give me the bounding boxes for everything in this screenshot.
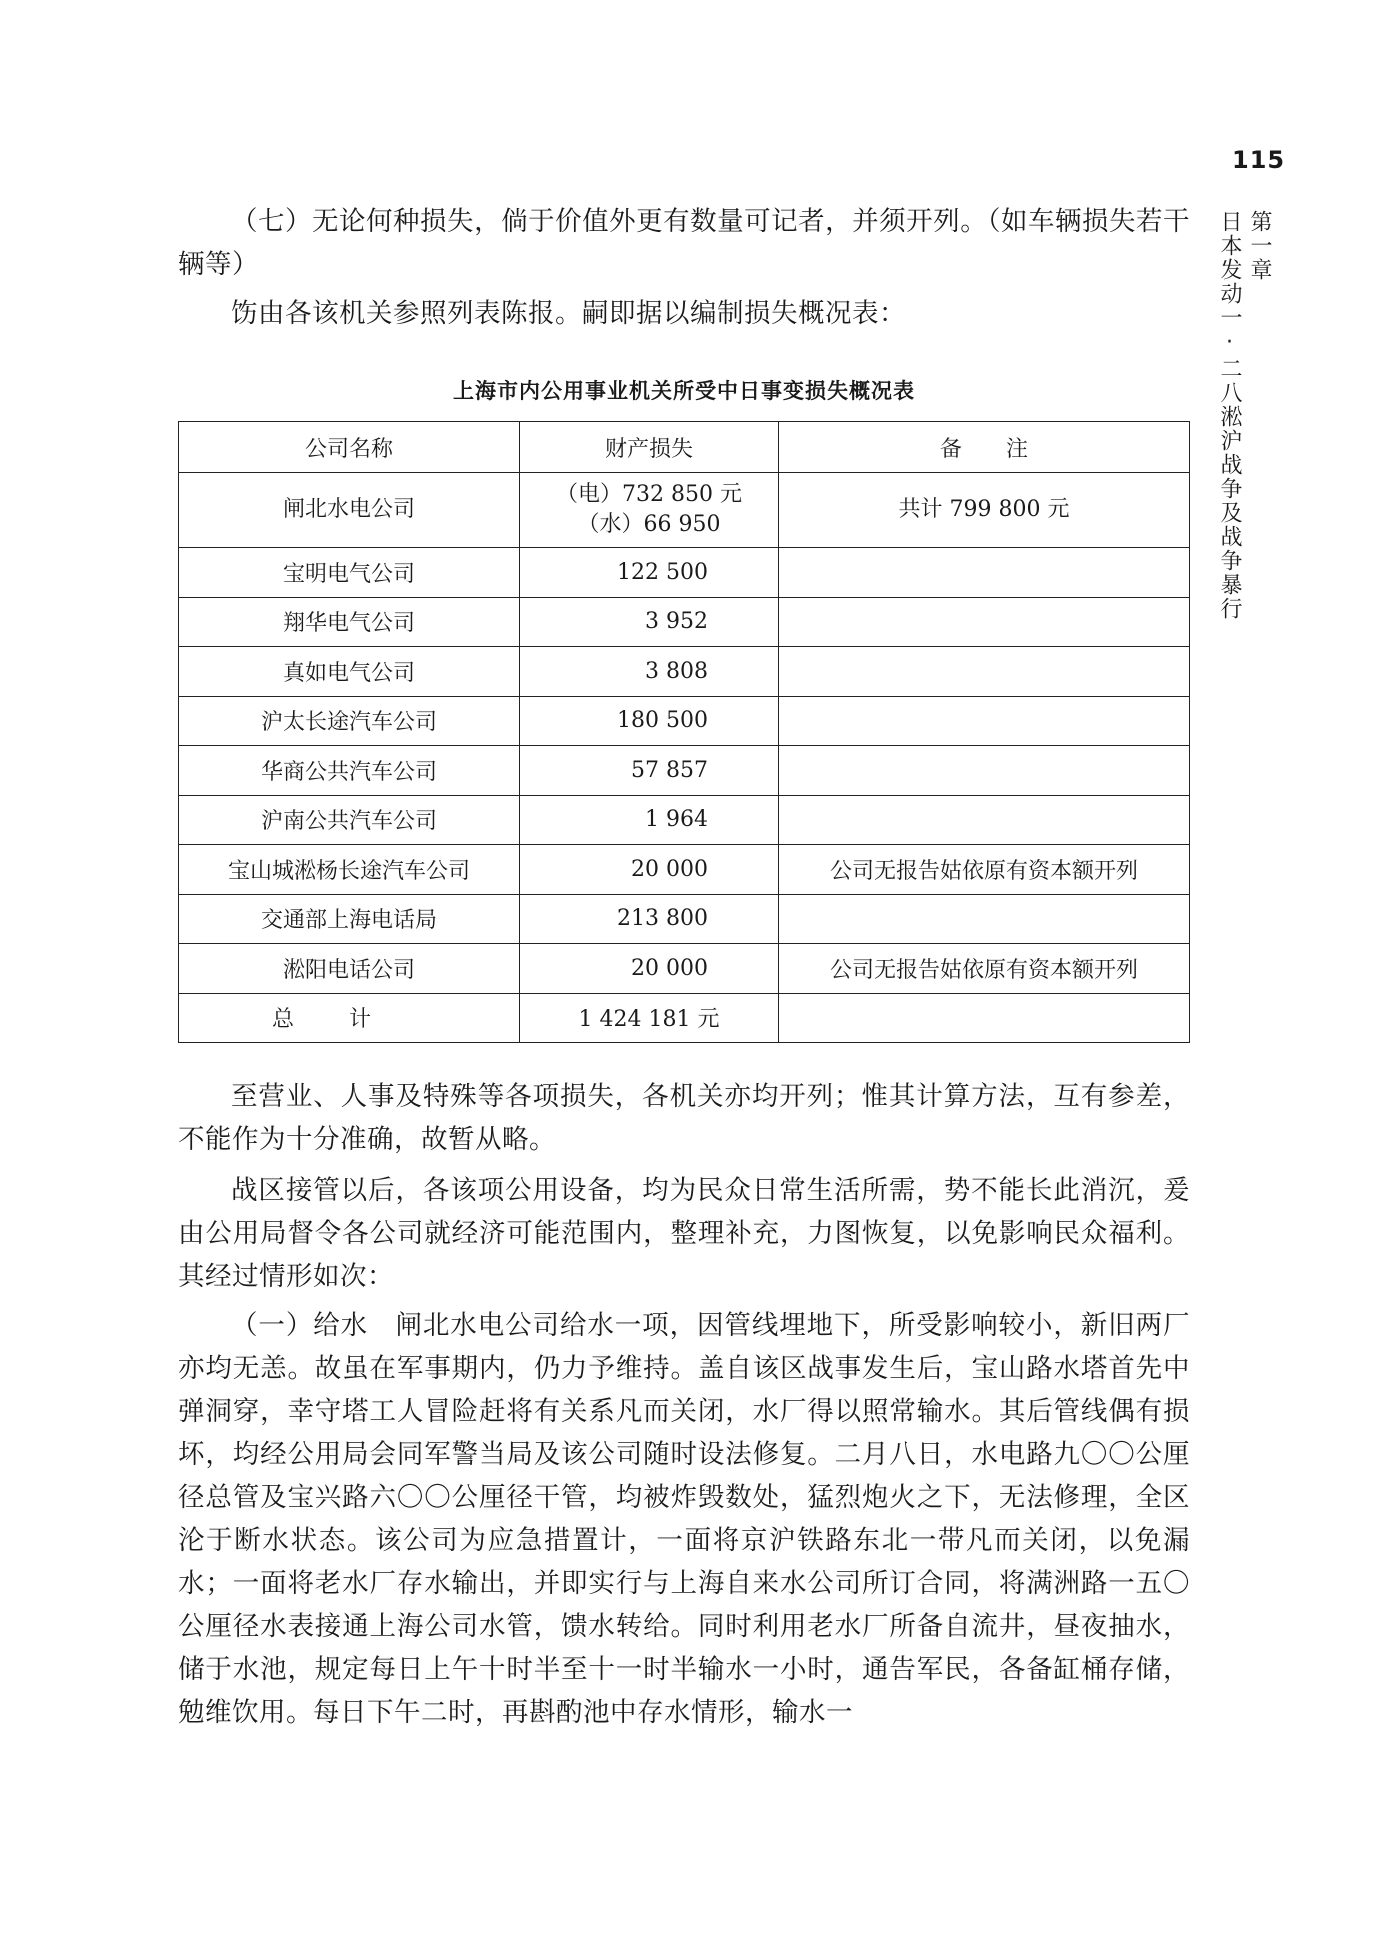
note: [779, 894, 1190, 944]
company-name: 宝明电气公司: [179, 548, 520, 598]
total-loss-value: 1 424 181 元: [578, 1007, 720, 1033]
company-name: 淞阳电话公司: [179, 944, 520, 994]
paragraph: 战区接管以后，各该项公用设备，均为民众日常生活所需，势不能长此消沉，爰由公用局督令各公司就经济可能范围内，整理补充，力图恢复，以免影响民众福利。其经过情形如次：: [178, 1175, 1190, 1292]
property-loss: [520, 746, 779, 796]
loss-value: 3 952: [645, 609, 708, 635]
paragraph: （一）给水 闸北水电公司给水一项，因管线埋地下，所受影响较小，新旧两厂亦均无恙。故虽在军事期内，仍力予维持。盖自该区战事发生后，宝山路水塔首先中弹洞穿，幸守塔工人冒险赶将有关系凡而关闭，水厂得以照常输水。其后管线偶有损坏，均经公用局会同军警当局及该公司随时设法修复。二月八日，水电路九〇〇公厘径总管及宝兴路六〇〇公厘径干管，均被炸毁数处，猛烈炮火之下，无法修理，全区沦于断水状态。该公司为应急措置计，一面将京沪铁路东北一带凡而关闭，以免漏水；一面将老水厂存水输出，并即实行与上海自来水公司所订合同，将满洲路一五〇公厘径水表接通上海公司水管，馈水转给。同时利用老水厂所备自流井，昼夜抽水，储于水池，规定每日上午十时半至十一时半输水一小时，通告军民，各备缸桶存储，勉维饮用。每日下午二时，再斟酌池中存水情形，输水一: [178, 1310, 1190, 1728]
company-name: 翔华电气公司: [179, 597, 520, 647]
company-name: 沪南公共汽车公司: [179, 795, 520, 845]
loss-value: 180 500: [617, 708, 708, 734]
loss-value: 213 800: [617, 906, 708, 932]
company-name: 宝山城淞杨长途汽车公司: [179, 845, 520, 895]
paragraph: 饬由各该机关参照列表陈报。嗣即据以编制损失概况表：: [231, 298, 906, 329]
page-content: [178, 200, 1190, 1734]
table-row: [179, 845, 1190, 895]
loss-value: 57 857: [631, 757, 708, 783]
property-loss: [520, 845, 779, 895]
loss-value: 1 964: [645, 807, 708, 833]
property-loss: [520, 894, 779, 944]
table-row: [179, 696, 1190, 746]
loss-water: （水）66 950: [577, 512, 721, 537]
note: [779, 746, 1190, 796]
table-header-row: [179, 422, 1190, 473]
loss-value: 122 500: [617, 559, 708, 585]
table-row: [179, 548, 1190, 598]
note: 公司无报告姑依原有资本额开列: [779, 845, 1190, 895]
paragraph: 至营业、人事及特殊等各项损失，各机关亦均开列；惟其计算方法，互有参差，不能作为十分准确，故暂从略。: [178, 1081, 1190, 1155]
table-row: [179, 944, 1190, 994]
header-loss: 财产损失: [520, 422, 779, 473]
note: [779, 548, 1190, 598]
total-label: [179, 993, 520, 1043]
table-row: [179, 746, 1190, 796]
property-loss: [520, 647, 779, 697]
table-row: [179, 597, 1190, 647]
loss-value: 3 808: [645, 658, 708, 684]
company-name: 交通部上海电话局: [179, 894, 520, 944]
company-name: 华商公共汽车公司: [179, 746, 520, 796]
loss-electric: （电）732 850 元: [556, 482, 742, 507]
property-loss: [520, 944, 779, 994]
total-label-text: 总计: [271, 1007, 426, 1033]
header-note: 备 注: [779, 422, 1190, 473]
property-loss: [520, 795, 779, 845]
note: [779, 597, 1190, 647]
loss-value: 20 000: [631, 955, 708, 981]
property-loss: [520, 597, 779, 647]
total-loss: [520, 993, 779, 1043]
note: [779, 696, 1190, 746]
table-row: [179, 647, 1190, 697]
table-row: [179, 473, 1190, 548]
property-loss: [520, 473, 779, 548]
chapter-label: 第一章: [1247, 210, 1272, 282]
table-total-row: [179, 993, 1190, 1043]
company-name: 闸北水电公司: [179, 473, 520, 548]
header-company: 公司名称: [179, 422, 520, 473]
property-loss: [520, 548, 779, 598]
note: 公司无报告姑依原有资本额开列: [779, 944, 1190, 994]
table-title: 上海市内公用事业机关所受中日事变损失概况表: [453, 379, 915, 403]
company-name: 真如电气公司: [179, 647, 520, 697]
chapter-title: 日本发动一·二八淞沪战争及战争暴行: [1217, 210, 1242, 621]
note: 共计 799 800 元: [779, 473, 1190, 548]
total-note: [779, 993, 1190, 1043]
loss-table: [178, 421, 1190, 1043]
paragraph: （七）无论何种损失，倘于价值外更有数量可记者，并须开列。（如车辆损失若干辆等）: [178, 206, 1190, 280]
company-name: 沪太长途汽车公司: [179, 696, 520, 746]
loss-value: 20 000: [631, 856, 708, 882]
property-loss: [520, 696, 779, 746]
note: [779, 647, 1190, 697]
table-row: [179, 894, 1190, 944]
page-number: 115: [1232, 146, 1286, 174]
table-row: [179, 795, 1190, 845]
note: [779, 795, 1190, 845]
side-header: [1217, 210, 1274, 621]
